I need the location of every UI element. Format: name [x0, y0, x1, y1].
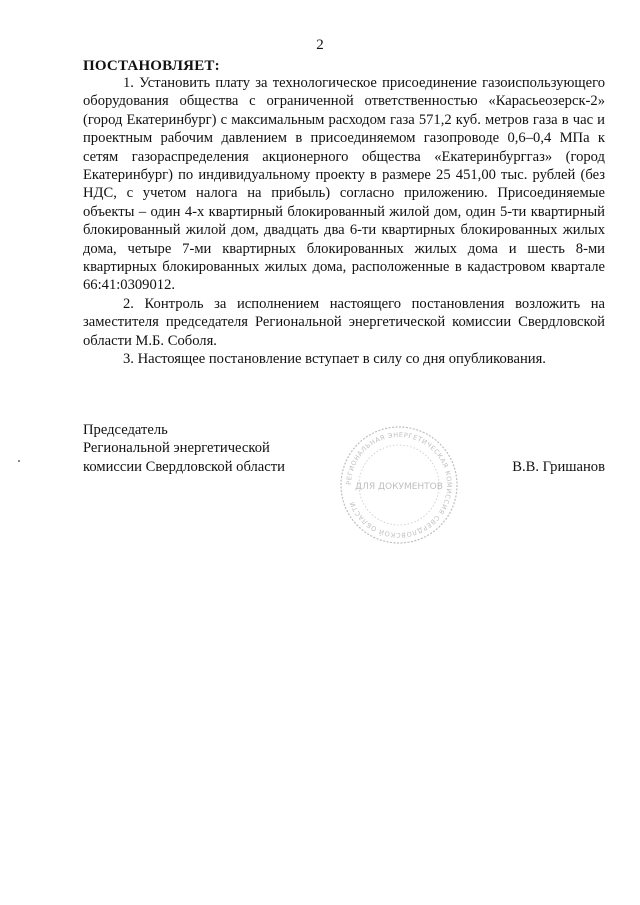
- resolution-heading: ПОСТАНОВЛЯЕТ:: [83, 58, 220, 74]
- seal-ring-text: РЕГИОНАЛЬНАЯ ЭНЕРГЕТИЧЕСКАЯ КОМИССИЯ СВЕРДЛОВСКОЙ ОБЛАСТИ: [344, 430, 454, 540]
- resolution-body: [83, 74, 605, 369]
- signer-title: Председатель Региональной энергетической комиссии Свердловской области: [83, 422, 285, 475]
- official-seal: [337, 423, 461, 547]
- paragraph-2: 2. Контроль за исполнением настоящего постановления возложить на заместителя председателя Региональной энергетической комиссии Свердловской области М.Б. Соболя.: [83, 295, 605, 349]
- signer-name: В.В. Гришанов: [512, 459, 605, 475]
- page-number: 2: [316, 37, 324, 53]
- paragraph-1: 1. Установить плату за технологическое присоединение газоиспользующего оборудования общества с ограниченной ответственностью «Карасьеозерск-2» (город Екатеринбург) с максимальным расходом газа 571,2 куб. метров газа в час и проектным рабочим давлением в присоединяемом газопроводе 0,6–0,4 МПа к сетям газораспределения акционерного общества «Екатеринбурггаз» (город Екатеринбург) по индивидуальному проекту в размере 25 451,00 тыс. рублей (без НДС, с учетом налога на прибыль) согласно приложению. Присоединяемые объекты – один 4-х квартирный блокированный жилой дом, один 5-ти квартирный блокированный жилой дом, двадцать два 6-ти квартирных блокированных жилых дома, четыре 7-ми квартирных блокированных жилых дома и шесть 8-ми квартирных блокированных жилых дома, расположенные в кадастровом квартале 66:41:0309012.: [83, 75, 605, 294]
- seal-center-text: ДЛЯ ДОКУМЕНТОВ: [355, 482, 443, 492]
- scan-speck: [18, 460, 20, 462]
- paragraph-3: 3. Настоящее постановление вступает в силу со дня опубликования.: [123, 351, 546, 368]
